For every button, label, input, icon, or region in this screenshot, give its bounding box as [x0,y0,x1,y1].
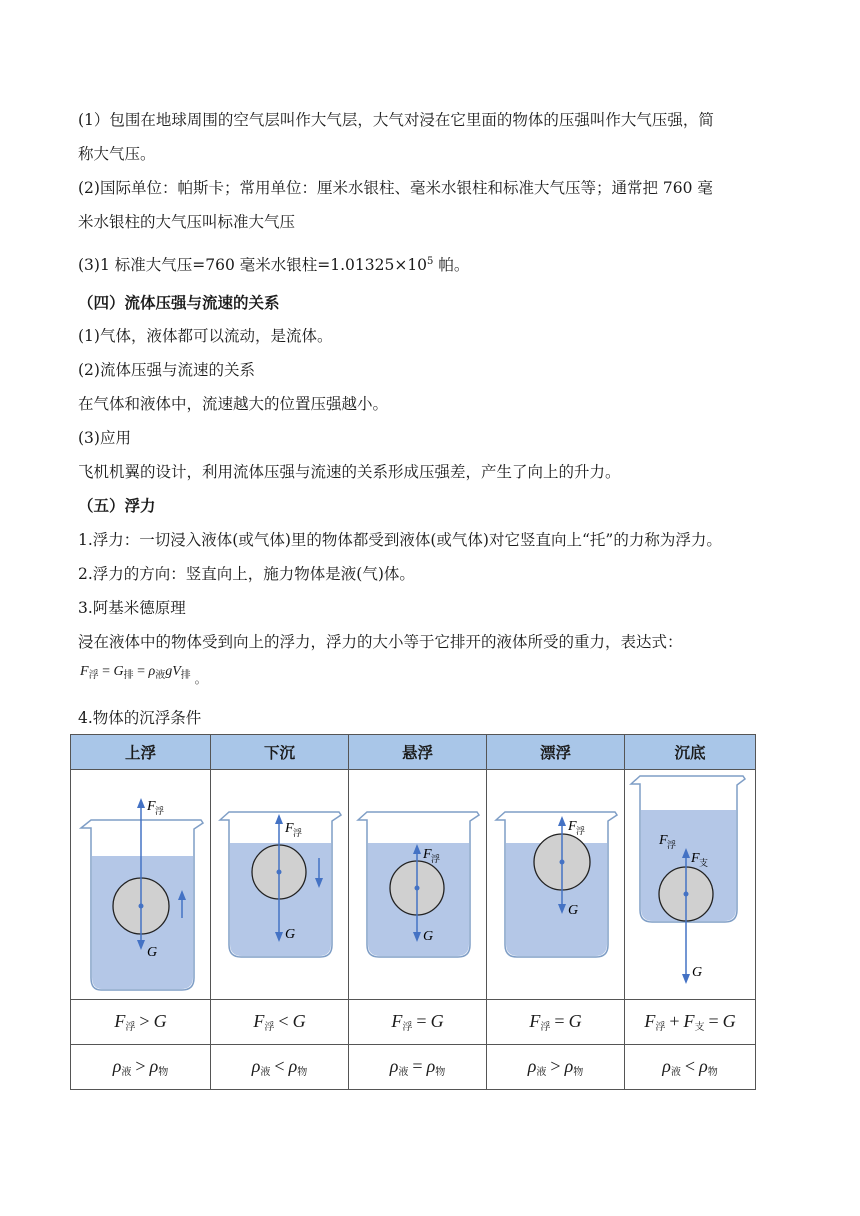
label-f-fu: F [659,833,668,848]
label-fu: 浮 [576,826,586,836]
formula-symbol: F [529,1011,541,1031]
formula-eq1: = [98,664,114,679]
header-sinking: 下沉 [211,735,349,770]
formula-sub-fu: 浮 [88,670,99,681]
buoyancy-arrowhead [558,816,566,826]
header-bottomed: 沉底 [625,735,756,770]
formula-subscript: 支 [694,1022,705,1033]
formula-f: F [80,664,89,679]
density-cell [71,1045,211,1090]
diagram-rising [71,770,211,1000]
section-5-heading: （五）浮力 [78,496,156,515]
formula-sub-ye: 液 [155,670,166,681]
label-f: F [285,821,294,836]
diagram-floating-svg [487,770,624,995]
table-force-row [71,1000,756,1045]
diagram-sinking [211,770,349,1000]
header-suspended: 悬浮 [349,735,487,770]
section-4-item-2-body: 在气体和液体中，流速越大的位置压强越小。 [78,395,389,413]
formula-subscript: 物 [573,1067,584,1078]
formula-operator: > [139,1011,150,1031]
formula-subscript: 物 [158,1067,169,1078]
header-floating: 漂浮 [487,735,625,770]
density-cell [211,1045,349,1090]
label-g: G [147,945,158,960]
section-4-heading: （四）流体压强与流速的关系 [78,293,280,312]
formula-operator: > [135,1056,146,1076]
force-cell [487,1000,625,1045]
paragraph-1a: (1）包围在地球周围的空气层叫作大气层，大气对浸在它里面的物体的压强叫作大气压强，简 [78,111,714,129]
formula-subscript: 浮 [264,1022,275,1033]
formula-subscript: 浮 [125,1022,136,1033]
label-zhi: 支 [699,858,709,868]
label-g: G [285,927,296,942]
formula-subscript: 液 [260,1067,271,1078]
label-fu: 浮 [431,854,441,864]
density-cell [625,1045,756,1090]
archimedes-formula [80,664,207,687]
formula-subscript: 液 [121,1067,132,1078]
force-cell [349,1000,487,1045]
formula-gravity: g [165,664,173,679]
label-fu: 浮 [667,840,677,850]
formula-operator: = [708,1011,719,1031]
force-cell [625,1000,756,1045]
formula-symbol: ρ [426,1056,436,1076]
paragraph-3 [78,254,788,276]
label-g: G [568,903,579,918]
label-g: G [423,929,434,944]
label-g: G [692,965,703,980]
formula-symbol: ρ [662,1056,671,1076]
section-5-item-3: 3.阿基米德原理 [78,599,186,617]
label-f: F [423,847,432,862]
section-4-item-3: (3)应用 [78,429,131,447]
sink-float-table [70,734,756,1090]
density-cell [487,1045,625,1090]
section-5-item-4: 4.物体的沉浮条件 [78,709,202,727]
diagram-bottomed-svg [625,770,755,995]
formula-sub-pai: 排 [123,670,134,681]
formula-operator: < [278,1011,289,1031]
label-f: F [147,799,156,814]
diagram-suspended-svg [349,770,486,995]
section-4-item-1: (1)气体，液体都可以流动，是流体。 [78,327,333,345]
diagram-bottomed [625,770,756,1000]
formula-eq2: = [133,664,149,679]
formula-subscript: 液 [670,1067,681,1078]
label-fu: 浮 [155,806,165,816]
formula-symbol: ρ [251,1056,261,1076]
paragraph-2b: 米水银柱的大气压叫标准大气压 [78,213,296,231]
formula-subscript: 浮 [655,1022,666,1033]
section-5-item-2: 2.浮力的方向：竖直向上，施力物体是液(气)体。 [78,565,415,583]
formula-operator: = [416,1011,427,1031]
diagram-floating [487,770,625,1000]
table-header-row [71,735,756,770]
formula-symbol: G [568,1011,582,1031]
formula-symbol: ρ [288,1056,298,1076]
buoyancy-arrowhead [137,798,145,808]
formula-subscript: 浮 [402,1022,413,1033]
formula-operator: + [669,1011,680,1031]
formula-v: V [172,664,181,679]
formula-operator: > [550,1056,561,1076]
formula-sub-pai2: 排 [180,670,191,681]
paragraph-3-exponent: 5 [427,256,434,267]
formula-symbol: G [292,1011,306,1031]
force-cell [211,1000,349,1045]
paragraph-1b: 称大气压。 [78,145,156,163]
table-diagram-row [71,770,756,1000]
formula-symbol: ρ [112,1056,122,1076]
paragraph-3-text: (3)1 标准大气压=760 毫米水银柱=1.01325×10 [78,256,428,274]
formula-symbol: F [644,1011,656,1031]
formula-subscript: 物 [297,1067,308,1078]
formula-operator: < [684,1056,696,1076]
formula-symbol: F [683,1011,695,1031]
formula-operator: = [554,1011,565,1031]
formula-symbol: F [391,1011,403,1031]
force-cell [71,1000,211,1045]
section-5-item-3-body: 浸在液体中的物体受到向上的浮力，浮力的大小等于它排开的液体所受的重力，表达式： [78,633,683,651]
formula-symbol: F [253,1011,265,1031]
formula-operator: < [274,1056,285,1076]
formula-rho: ρ [148,664,156,679]
header-rising: 上浮 [71,735,211,770]
formula-g: G [113,664,124,679]
formula-symbol: ρ [389,1056,399,1076]
formula-symbol: G [153,1011,167,1031]
section-5-item-1: 1.浮力：一切浸入液体(或气体)里的物体都受到液体(或气体)对它竖直向上“托”的力称为浮力。 [78,531,722,549]
formula-subscript: 物 [707,1067,718,1078]
diagram-sinking-svg [211,770,348,995]
buoyancy-arrowhead [275,814,283,824]
label-fu: 浮 [293,828,303,838]
table-density-row [71,1045,756,1090]
section-4-item-3-body: 飞机机翼的设计，利用流体压强与流速的关系形成压强差，产生了向上的升力。 [78,463,621,481]
formula-subscript: 物 [435,1067,446,1078]
formula-symbol: ρ [564,1056,574,1076]
formula-subscript: 浮 [540,1022,551,1033]
gravity-arrowhead [682,974,690,984]
formula-operator: = [412,1056,423,1076]
formula-symbol: ρ [699,1056,708,1076]
diagram-rising-svg [71,770,210,995]
paragraph-2a: (2)国际单位：帕斯卡；常用单位：厘米水银柱、毫米水银柱和标准大气压等；通常把 760 毫 [78,179,713,197]
formula-symbol: G [722,1011,736,1031]
formula-subscript: 液 [536,1067,547,1078]
section-4-item-2: (2)流体压强与流速的关系 [78,361,255,379]
formula-period: 。 [194,672,207,686]
formula-subscript: 液 [398,1067,409,1078]
formula-symbol: ρ [527,1056,537,1076]
diagram-suspended [349,770,487,1000]
paragraph-3-suffix: 帕。 [433,256,470,274]
formula-symbol: F [114,1011,126,1031]
formula-symbol: G [430,1011,444,1031]
density-cell [349,1045,487,1090]
formula-symbol: ρ [149,1056,159,1076]
label-f-zhi: F [691,851,700,866]
label-f: F [568,819,577,834]
